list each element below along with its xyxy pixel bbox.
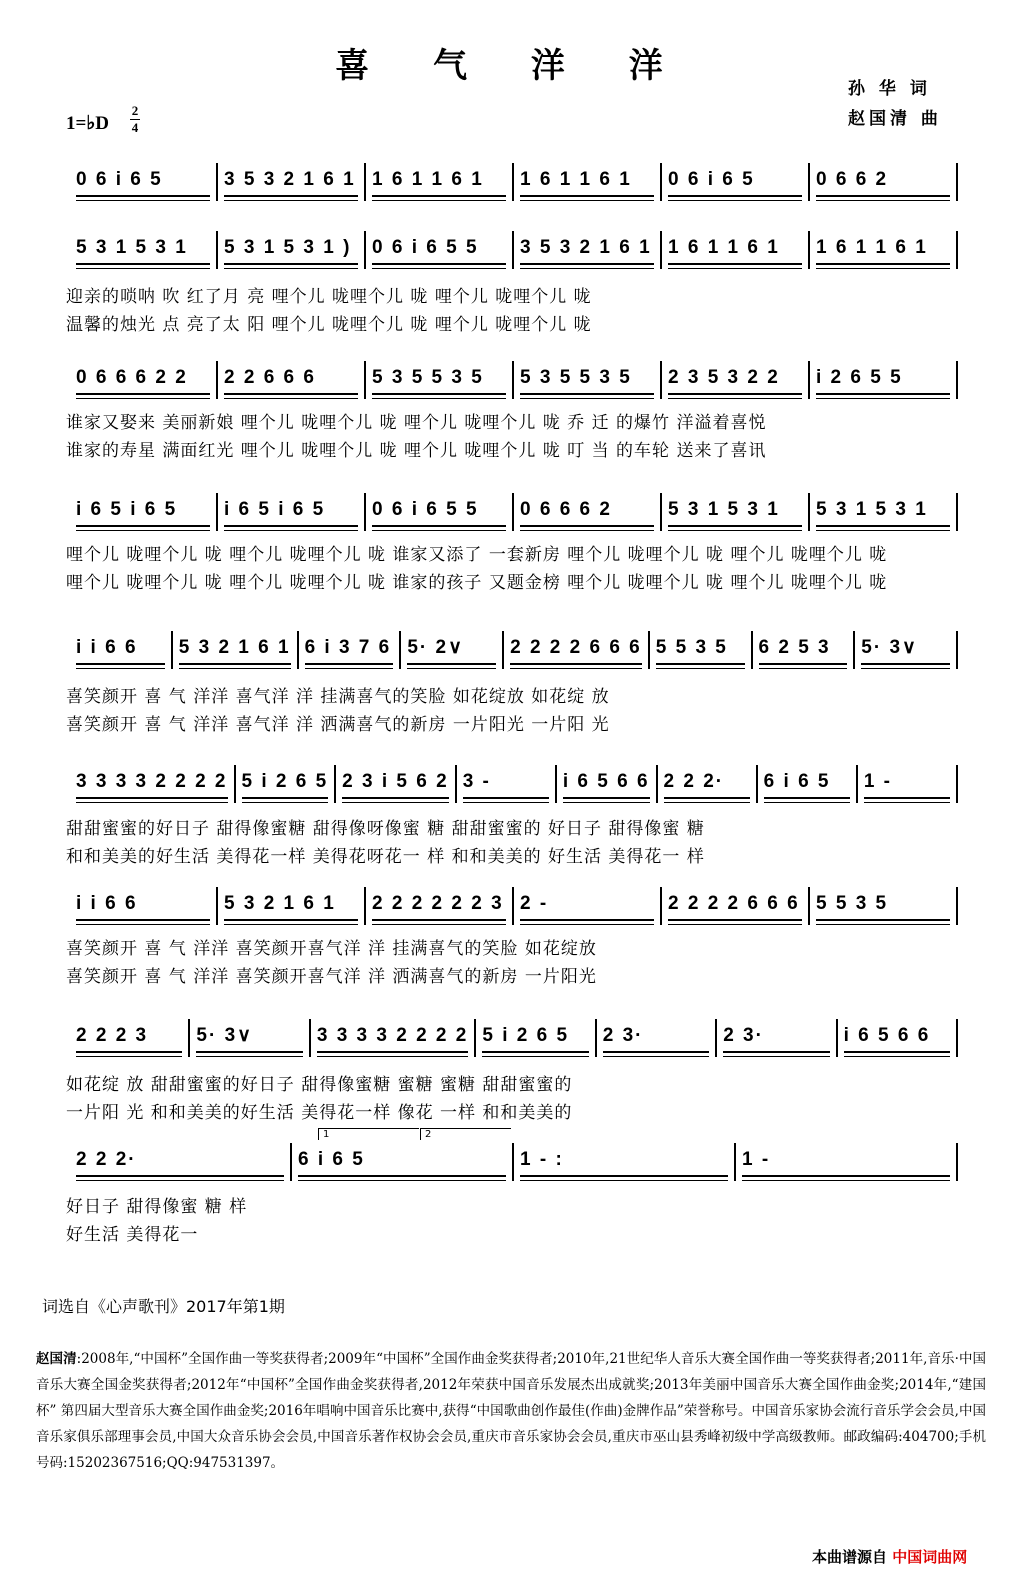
barline <box>364 163 366 201</box>
barline <box>512 493 514 531</box>
barline <box>660 887 662 925</box>
measure: 0 6 i 6 5 <box>668 167 802 197</box>
barline <box>956 765 958 803</box>
measure: 2 3 i 5 6 2 <box>342 769 449 799</box>
time-signature-top: 2 <box>131 103 139 118</box>
lyric-line-verse-2: 哩个儿 咙哩个儿 咙 哩个儿 咙哩个儿 咙 谁家的孩子 又题金榜 哩个儿 咙哩个儿 咙 哩个儿 咙哩个儿 咙 <box>66 573 888 593</box>
music-row <box>68 1140 958 1184</box>
barline <box>290 1143 292 1181</box>
time-signature <box>130 104 140 135</box>
barline <box>656 765 658 803</box>
barline <box>512 887 514 925</box>
measure: 3 5 3 2 1 6 1 <box>520 235 654 265</box>
music-row <box>68 628 958 672</box>
measure: 5· 2∨ <box>407 635 496 665</box>
barline <box>808 231 810 269</box>
barline <box>956 163 958 201</box>
measure: i 6 5 i 6 5 <box>224 497 358 527</box>
lyric-line-verse-2: 好生活 美得花一 <box>66 1225 199 1245</box>
barline <box>512 1143 514 1181</box>
barline <box>956 231 958 269</box>
measure: 0 6 i 6 5 <box>76 167 210 197</box>
measure: i i 6 6 <box>76 635 165 665</box>
composer-bio <box>36 1346 986 1476</box>
barline <box>555 765 557 803</box>
measure: 3 3 3 3 2 2 2 2 <box>317 1023 469 1053</box>
measure: 0 6 6 6 2 2 <box>76 365 210 395</box>
lyric-line-verse-1: 喜笑颜开 喜 气 洋洋 喜气洋 洋 挂满喜气的笑脸 如花绽放 如花绽 放 <box>66 687 610 707</box>
barline <box>660 231 662 269</box>
barline <box>836 1019 838 1057</box>
barline <box>512 361 514 399</box>
source-note: 词选自《心声歌刊》2017年第1期 <box>42 1297 285 1316</box>
measure: 5 3 5 5 3 5 <box>520 365 654 395</box>
barline <box>334 765 336 803</box>
music-row <box>68 160 958 204</box>
measure: 6 i 6 5 <box>298 1147 506 1177</box>
barline <box>364 493 366 531</box>
barline <box>216 493 218 531</box>
site-credit <box>812 1546 967 1567</box>
song-title: 喜 气 洋 洋 <box>335 46 689 86</box>
measure: 2 2 2 2 6 6 6 <box>510 635 642 665</box>
barline <box>956 631 958 669</box>
barline <box>399 631 401 669</box>
barline <box>956 361 958 399</box>
measure: 2 2 2 2 6 6 6 <box>668 891 802 921</box>
barline <box>188 1019 190 1057</box>
barline <box>216 163 218 201</box>
lyricist-credit: 孙 华 词 <box>848 79 931 99</box>
lyric-line-verse-2: 喜笑颜开 喜 气 洋洋 喜气洋 洋 洒满喜气的新房 一片阳光 一片阳 光 <box>66 715 610 735</box>
barline <box>502 631 504 669</box>
barline <box>512 163 514 201</box>
barline <box>234 765 236 803</box>
measure: 1 6 1 1 6 1 <box>520 167 654 197</box>
lyric-line-verse-1: 谁家又娶来 美丽新娘 哩个儿 咙哩个儿 咙 哩个儿 咙哩个儿 咙 乔 迁 的爆竹 洋溢着喜悦 <box>66 413 767 433</box>
measure: 3 3 3 3 2 2 2 2 <box>76 769 228 799</box>
music-row <box>68 884 958 928</box>
lyric-line-verse-1: 好日子 甜得像蜜 糖 样 <box>66 1197 248 1217</box>
measure: 5 i 2 6 5 <box>242 769 329 799</box>
measure: i 6 5 i 6 5 <box>76 497 210 527</box>
music-row <box>68 228 958 272</box>
measure: 0 6 6 6 2 <box>520 497 654 527</box>
measure: 1 6 1 1 6 1 <box>668 235 802 265</box>
measure: 5 3 1 5 3 1 <box>668 497 802 527</box>
measure: 1 6 1 1 6 1 <box>816 235 950 265</box>
barline <box>216 887 218 925</box>
lyric-line-verse-2: 喜笑颜开 喜 气 洋洋 喜笑颜开喜气洋 洋 洒满喜气的新房 一片阳光 <box>66 967 597 987</box>
barline <box>751 631 753 669</box>
barline <box>956 887 958 925</box>
site-prefix: 本曲谱源自 <box>812 1548 888 1566</box>
barline <box>474 1019 476 1057</box>
lyric-line-verse-2: 一片阳 光 和和美美的好生活 美得花一样 像花 一样 和和美美的 <box>66 1103 573 1123</box>
measure: i i 6 6 <box>76 891 210 921</box>
barline <box>455 765 457 803</box>
measure: 6 i 3 7 6 <box>305 635 394 665</box>
barline <box>856 765 858 803</box>
barline <box>216 361 218 399</box>
measure: 2 3· <box>723 1023 829 1053</box>
measure: 5 5 3 5 <box>816 891 950 921</box>
measure: 1 - <box>864 769 950 799</box>
measure: 5· 3∨ <box>861 635 950 665</box>
measure: 2 - <box>520 891 654 921</box>
site-name: 中国词曲网 <box>892 1548 968 1566</box>
volta-second: 2 <box>420 1128 511 1140</box>
measure: 5 3 2 1 6 1 <box>224 891 358 921</box>
volta-first: 1 <box>318 1128 419 1140</box>
lyric-line-verse-2: 和和美美的好生活 美得花一样 美得花呀花一 样 和和美美的 好生活 美得花一 样 <box>66 847 705 867</box>
barline <box>595 1019 597 1057</box>
lyric-line-verse-2: 谁家的寿星 满面红光 哩个儿 咙哩个儿 咙 哩个儿 咙哩个儿 咙 叮 当 的车轮 送来了喜讯 <box>66 441 767 461</box>
barline <box>756 765 758 803</box>
barline <box>171 631 173 669</box>
lyric-line-verse-1: 甜甜蜜蜜的好日子 甜得像蜜糖 甜得像呀像蜜 糖 甜甜蜜蜜的 好日子 甜得像蜜 糖 <box>66 819 705 839</box>
measure: 2 2 2· <box>664 769 750 799</box>
barline <box>660 163 662 201</box>
measure: 5 3 1 5 3 1 <box>76 235 210 265</box>
barline <box>364 361 366 399</box>
measure: 1 - : <box>520 1147 728 1177</box>
measure: i 2 6 5 5 <box>816 365 950 395</box>
measure: 5· 3∨ <box>196 1023 302 1053</box>
lyric-line-verse-2: 温馨的烛光 点 亮了太 阳 哩个儿 咙哩个儿 咙 哩个儿 咙哩个儿 咙 <box>66 315 592 335</box>
lyric-line-verse-1: 喜笑颜开 喜 气 洋洋 喜笑颜开喜气洋 洋 挂满喜气的笑脸 如花绽放 <box>66 939 597 959</box>
barline <box>808 887 810 925</box>
barline <box>734 1143 736 1181</box>
bio-name: 赵国清 <box>36 1351 77 1367</box>
barline <box>808 493 810 531</box>
measure: i 6 5 6 6 <box>563 769 650 799</box>
measure: 1 6 1 1 6 1 <box>372 167 506 197</box>
measure: i 6 5 6 6 <box>844 1023 950 1053</box>
music-row <box>68 358 958 402</box>
measure: 2 3· <box>603 1023 709 1053</box>
measure: 5 3 2 1 6 1 <box>179 635 291 665</box>
barline <box>956 1019 958 1057</box>
music-row <box>68 762 958 806</box>
lyric-line-verse-1: 哩个儿 咙哩个儿 咙 哩个儿 咙哩个儿 咙 谁家又添了 一套新房 哩个儿 咙哩个儿 咙 哩个儿 咙哩个儿 咙 <box>66 545 888 565</box>
measure: 5 i 2 6 5 <box>482 1023 588 1053</box>
barline <box>364 887 366 925</box>
barline <box>715 1019 717 1057</box>
measure: 5 3 5 5 3 5 <box>372 365 506 395</box>
measure: 0 6 i 6 5 5 <box>372 235 506 265</box>
measure: 3 5 3 2 1 6 1 <box>224 167 358 197</box>
bio-text: :2008年,“中国杯”全国作曲一等奖获得者;2009年“中国杯”全国作曲金奖获得者;2010年,21世纪华人音乐大赛全国作曲一等奖获得者;2011年,音乐·中国音乐大赛全国金奖获得者;2012年“中国杯”全国作曲金奖获得者,2012年荣获中国音乐发展杰出成就奖;2013年美丽中国音乐大赛全国作曲金奖;2014年,“建国杯” 第四届大型音乐大赛全国作曲金奖;2016年唱响中国音乐比赛中,获得“中国歌曲创作最佳(作曲)金牌作品”荣誉称号。中国音乐家协会流行音乐学会会员,中国音乐家俱乐部理事会员,中国大众音乐协会会员,中国音乐著作权协会会员,重庆市音乐家协会会员,重庆市巫山县秀峰初级中学高级教师。邮政编码:404700;手机号码:15202367516;QQ:947531397。 <box>36 1351 987 1471</box>
music-row <box>68 490 958 534</box>
measure: 5 3 1 5 3 1 ) <box>224 235 358 265</box>
measure: 5 3 1 5 3 1 <box>816 497 950 527</box>
key-signature: 1=♭D <box>66 113 110 134</box>
measure: 1 - <box>742 1147 950 1177</box>
barline <box>956 493 958 531</box>
barline <box>309 1019 311 1057</box>
barline <box>216 231 218 269</box>
barline <box>512 231 514 269</box>
barline <box>808 361 810 399</box>
measure: 2 2 2 3 <box>76 1023 182 1053</box>
measure: 3 - <box>463 769 549 799</box>
measure: 2 2 2 2 2 2 3 <box>372 891 506 921</box>
barline <box>808 163 810 201</box>
measure: 6 i 6 5 <box>764 769 850 799</box>
measure: 0 6 i 6 5 5 <box>372 497 506 527</box>
lyric-line-verse-1: 如花绽 放 甜甜蜜蜜的好日子 甜得像蜜糖 蜜糖 蜜糖 甜甜蜜蜜的 <box>66 1075 573 1095</box>
lyric-line-verse-1: 迎亲的唢呐 吹 红了月 亮 哩个儿 咙哩个儿 咙 哩个儿 咙哩个儿 咙 <box>66 287 592 307</box>
barline <box>297 631 299 669</box>
barline <box>648 631 650 669</box>
measure: 5 5 3 5 <box>656 635 745 665</box>
barline <box>364 231 366 269</box>
measure: 2 3 5 3 2 2 <box>668 365 802 395</box>
barline <box>956 1143 958 1181</box>
measure: 2 2 2· <box>76 1147 284 1177</box>
music-row <box>68 1016 958 1060</box>
barline <box>660 361 662 399</box>
time-signature-bottom: 4 <box>131 120 139 135</box>
barline <box>853 631 855 669</box>
measure: 0 6 6 2 <box>816 167 950 197</box>
barline <box>660 493 662 531</box>
composer-credit: 赵国清 曲 <box>848 109 942 129</box>
measure: 2 2 6 6 6 <box>224 365 358 395</box>
measure: 6 2 5 3 <box>759 635 848 665</box>
